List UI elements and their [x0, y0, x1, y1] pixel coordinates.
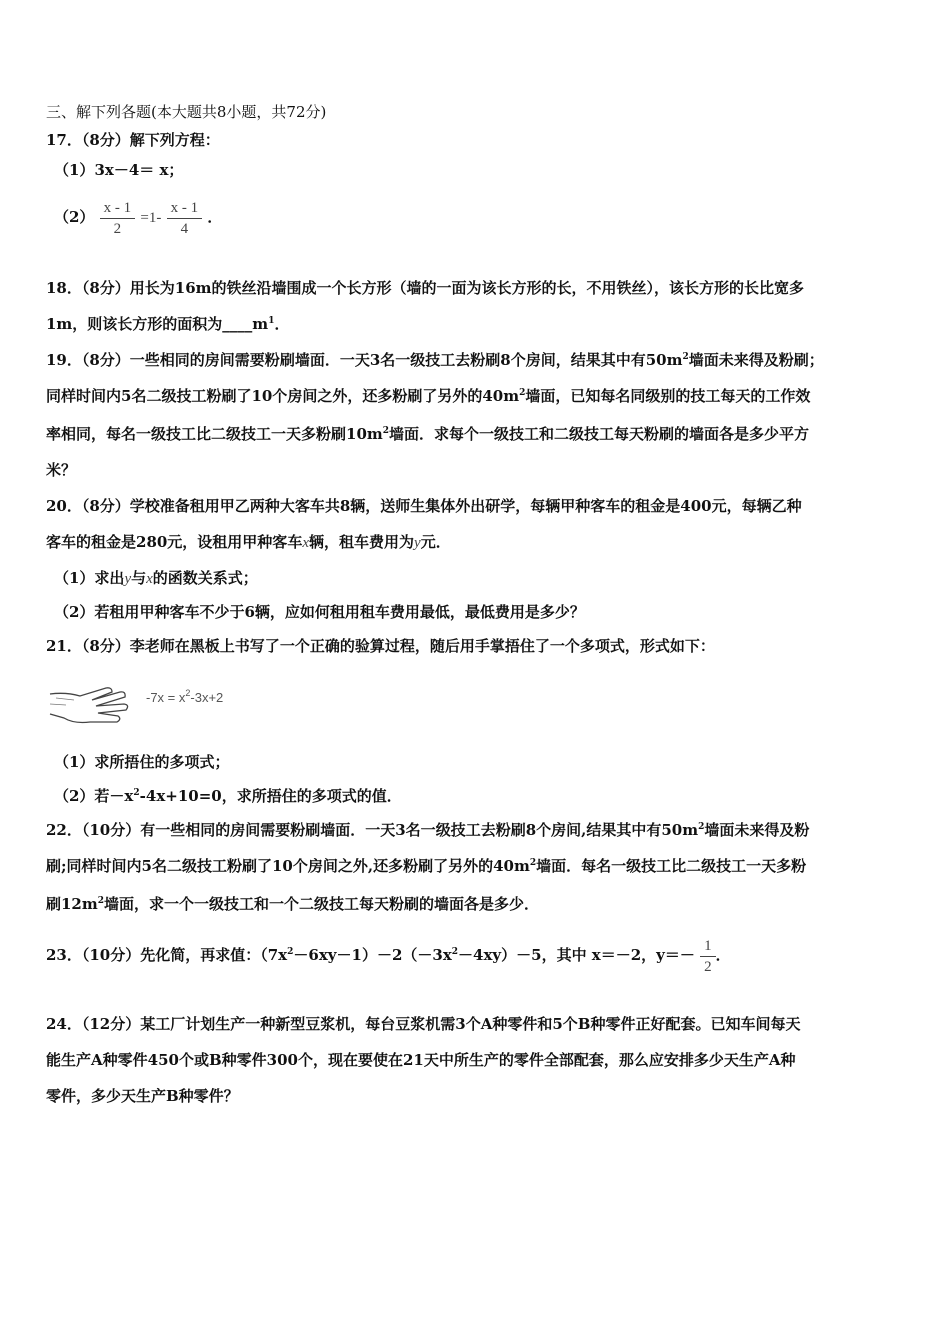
q19-line3 — [46, 424, 809, 444]
q20-line1: 20．（8分）学校准备租用甲乙两种大客车共8辆，送师生集体外出研学，每辆甲种客车的租金是400元，每辆乙种 — [46, 497, 802, 515]
fraction-denominator: 2 — [704, 958, 712, 975]
q20-text: 元． — [420, 533, 451, 551]
q22-text: 墙面，求一个一级技工和一个二级技工每天粉刷的墙面各是多少． — [104, 895, 540, 913]
variable-y: y — [414, 535, 421, 551]
superscript: 2 — [97, 896, 105, 906]
q19-line1 — [46, 350, 824, 370]
superscript: 2 — [133, 788, 140, 798]
q17-part2 — [54, 196, 222, 239]
q24-line1: 24．（12分）某工厂计划生产一种新型豆浆机，每台豆浆机需3个A种零件和5个B种零件正好配套。已知车间每天 — [46, 1015, 801, 1033]
section-header: 三、解下列各题(本大题共8小题，共72分) — [46, 103, 327, 121]
hand-icon — [46, 678, 136, 728]
superscript: 2 — [698, 822, 705, 832]
q17-stem: 17．（8分）解下列方程： — [46, 131, 220, 149]
superscript: 2 — [529, 858, 537, 868]
q17-part1-equation: 3x－4＝ x； — [94, 161, 184, 179]
variable-y: y — [124, 571, 132, 587]
q20-text: （1）求出 — [54, 569, 125, 587]
q22-text: 墙面未来得及粉 — [704, 821, 810, 839]
q20-line2 — [46, 532, 451, 553]
q22-text: 刷;同样时间内5名二级技工粉刷了10个房间之外,还多粉刷了另外的40m — [46, 857, 530, 875]
superscript: 2 — [185, 688, 191, 698]
q20-part2: （2）若租用甲种客车不少于6辆，应如何租用租车费用最低，最低费用是多少？ — [54, 603, 585, 621]
fraction-bar — [167, 218, 203, 219]
superscript: 2 — [682, 352, 689, 362]
q22-line1 — [46, 820, 809, 840]
q21-part1: （1）求所捂住的多项式； — [54, 753, 230, 771]
hand-equation-right: -3x+2 — [190, 690, 224, 705]
q17-fraction-right — [167, 199, 203, 238]
q18-line2-end: ． — [274, 315, 290, 333]
q19-text: 19．（8分）一些相同的房间需要粉刷墙面．一天3名一级技工去粉刷8个房间，结果其中有50m — [46, 351, 683, 369]
q22-line2 — [46, 856, 806, 876]
fraction-numerator: 1 — [704, 937, 712, 954]
superscript: 2 — [519, 388, 526, 398]
q23-end: ． — [715, 946, 731, 964]
q17-fraction-left — [100, 199, 136, 238]
q21-text: （2）若－x — [54, 787, 134, 805]
fraction-numerator: x - 1 — [103, 199, 132, 216]
q24-line2: 能生产A种零件450个或B种零件300个，现在要使在21天中所生产的零件全部配套，那么应安排多少天生产A种 — [46, 1051, 796, 1069]
q19-text: 墙面，已知每名同级别的技工每天的工作效 — [525, 387, 811, 405]
q21-part2 — [54, 786, 402, 806]
q20-text: 与 — [131, 569, 147, 587]
q20-part1 — [54, 568, 258, 589]
q23-line — [46, 934, 731, 976]
variable-x: x — [302, 535, 309, 551]
q19-text: 同样时间内5名二级技工粉刷了10个房间之外，还多粉刷了另外的40m — [46, 387, 520, 405]
q22-text: 墙面．每名一级技工比二级技工一天多粉 — [536, 857, 807, 875]
superscript: 2 — [451, 947, 459, 957]
q20-text: 辆，租车费用为 — [309, 533, 415, 551]
superscript: 2 — [287, 947, 294, 957]
q20-text: 客车的租金是280元，设租用甲种客车 — [46, 533, 303, 551]
q22-text: 22．（10分）有一些相同的房间需要粉刷墙面．一天3名一级技工去粉刷8个房间,结果其中有50m — [46, 821, 699, 839]
q23-text: 23．（10分）先化简，再求值：（7x — [46, 946, 288, 964]
q17-part1 — [54, 160, 183, 180]
q21-text: -4x+10=0，求所捂住的多项式的值． — [139, 787, 402, 805]
q19-text: 墙面未来得及粉刷； — [688, 351, 824, 369]
q17-part2-label: （2） — [54, 208, 95, 226]
q22-text: 刷12m — [46, 895, 98, 913]
q21-hand-equation — [146, 690, 223, 705]
fraction-denominator: 4 — [180, 220, 189, 237]
q17-part1-label: （1） — [54, 161, 95, 179]
q22-line3 — [46, 894, 539, 914]
q17-equals: =1- — [140, 210, 162, 226]
q24-line3: 零件，多少天生产B种零件？ — [46, 1087, 239, 1105]
q17-end: ． — [207, 208, 223, 226]
q19-line4: 米？ — [46, 461, 77, 479]
q18-line1: 18．（8分）用长为16m的铁丝沿墙围成一个长方形（墙的一面为该长方形的长，不用铁丝），该长方形的长比宽多 — [46, 279, 805, 297]
q20-text: 的函数关系式； — [152, 569, 258, 587]
q23-text: －6xy－1）－2（－3x — [293, 946, 452, 964]
q18-line2 — [46, 314, 289, 334]
fraction-bar — [100, 218, 136, 219]
superscript: 1 — [268, 316, 275, 326]
q19-line2 — [46, 386, 810, 406]
hand-equation-left: -7x = x — [146, 690, 186, 705]
q18-line2-text: 1m，则该长方形的面积为____m — [46, 315, 269, 333]
q23-text: －4xy）－5，其中 x＝－2，y＝－ — [458, 946, 695, 964]
fraction-bar — [700, 956, 716, 957]
q21-line1: 21．（8分）李老师在黑板上书写了一个正确的验算过程，随后用手掌捂住了一个多项式，形式如下： — [46, 637, 715, 655]
fraction-numerator: x - 1 — [170, 199, 199, 216]
q19-text: 率相同，每名一级技工比二级技工一天多粉刷10m — [46, 425, 383, 443]
q19-text: 墙面．求每个一级技工和二级技工每天粉刷的墙面各是多少平方 — [389, 425, 810, 443]
fraction-denominator: 2 — [113, 220, 122, 237]
variable-x: x — [146, 571, 153, 587]
superscript: 2 — [382, 426, 390, 436]
q23-fraction — [700, 937, 716, 976]
